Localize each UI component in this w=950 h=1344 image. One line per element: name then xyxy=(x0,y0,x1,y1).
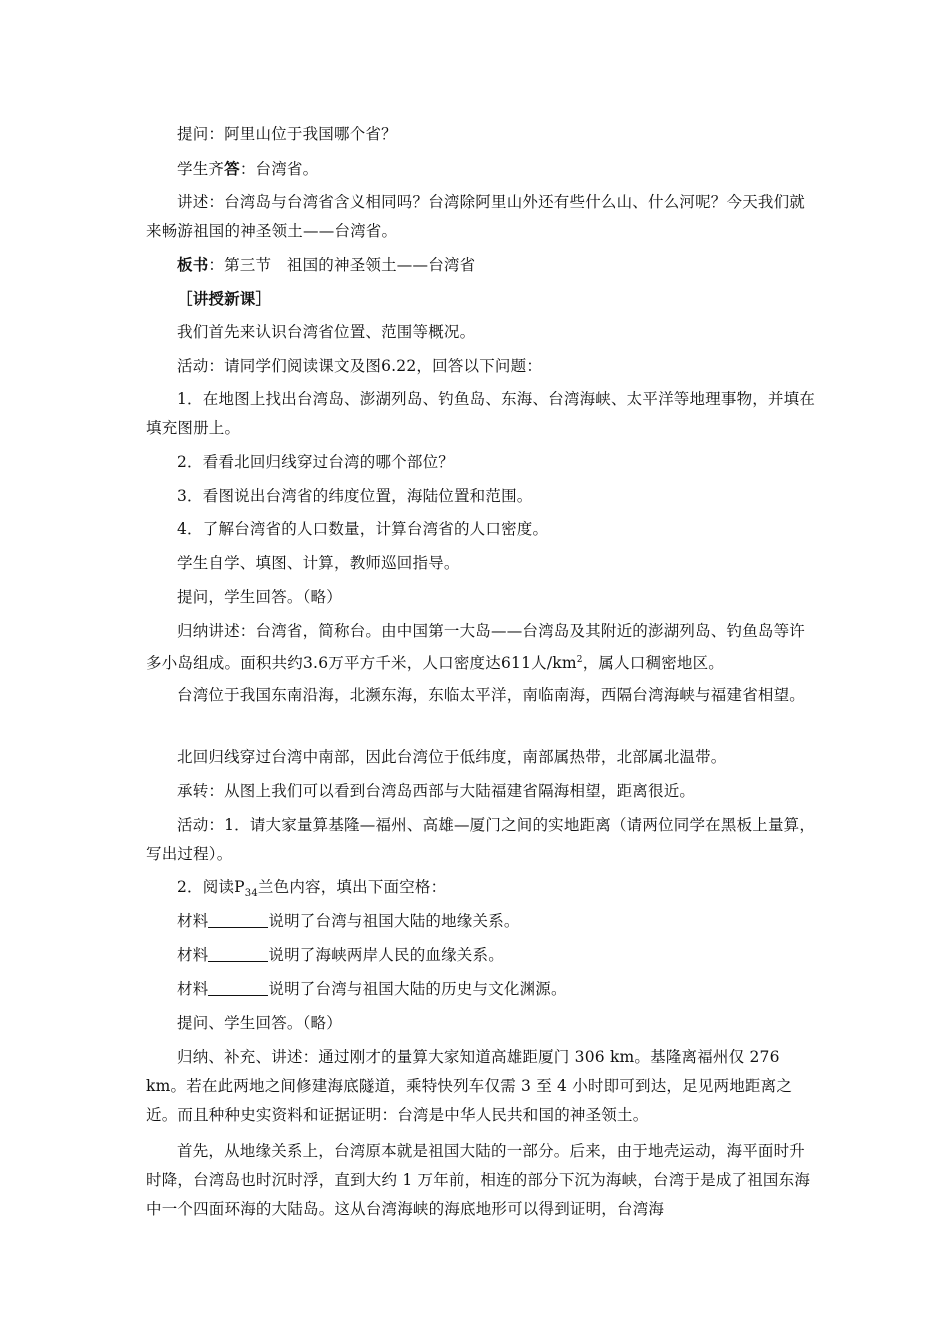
paragraph-reading: 2．阅读$P_{34}$兰色内容，填出下面空格： xyxy=(177,878,447,900)
paragraph-summary: 归纳讲述：台湾省，简称台。由中国第一大岛——台湾岛及其附近的澎湖列岛、钓鱼岛等许多小岛组成。面积共约3.6万平方千米，人口密度达611人$/km^2$，属人口稠密地区。 xyxy=(146,622,806,673)
paragraph-narration: 讲述：台湾岛与台湾省含义相同吗？台湾除阿里山外还有些什么山、什么河呢？今天我们就来畅游祖国的神圣领土——台湾省。 xyxy=(146,193,806,240)
paragraph-question: 提问：阿里山位于我国哪个省？ xyxy=(177,125,397,143)
paragraph-question-answer-2: 提问、学生回答。（略） xyxy=(177,1014,342,1032)
fill-in-item: 材料 说明了海峡两岸人民的血缘关系。 xyxy=(177,946,504,964)
fill-in-item: 材料 说明了台湾与祖国大陆的地缘关系。 xyxy=(177,912,520,930)
answer-blank xyxy=(208,911,268,928)
paragraph-tropic: 北回归线穿过台湾中南部，因此台湾位于低纬度，南部属热带，北部属北温带。 xyxy=(177,748,727,766)
answer-blank xyxy=(208,979,268,996)
fill-in-item: 材料 说明了台湾与祖国大陆的历史与文化渊源。 xyxy=(177,980,567,998)
paragraph-distance-summary: 归纳、补充、讲述：通过刚才的量算大家知道高雄距厦门 306 km。基隆离福州仅 276 km。若在此两地之间修建海底隧道，乘特快列车仅需 3 至 4 小时即可到达，足见两地距离之近。而且种种史实资料和证据证明：台湾是中华人民共和国的神圣领土。 xyxy=(146,1048,793,1124)
paragraph-board-title: 板书：第三节 祖国的神圣领土——台湾省 xyxy=(177,255,476,274)
paragraph-activity-measure: 活动：1．请大家量算基隆—福州、高雄—厦门之间的实地距离（请两位同学在黑板上量算，写出过程）。 xyxy=(146,816,816,863)
list-item: 4．了解台湾省的人口数量，计算台湾省的人口密度。 xyxy=(177,520,549,538)
paragraph-location: 台湾位于我国东南沿海，北濒东海，东临太平洋，南临南海，西隔台湾海峡与福建省相望。 xyxy=(177,686,806,704)
paragraph-student-answer: 学生齐答：台湾省。 xyxy=(177,159,319,178)
paragraph-self-study: 学生自学、填图、计算，教师巡回指导。 xyxy=(177,554,460,572)
section-heading: ［讲授新课］ xyxy=(177,289,272,308)
answer-blank xyxy=(208,945,268,962)
list-item: 1．在地图上找出台湾岛、澎湖列岛、钓鱼岛、东海、台湾海峡、太平洋等地理事物，并填在填充图册上。 xyxy=(146,390,816,437)
paragraph-question-answer: 提问，学生回答。（略） xyxy=(177,588,342,606)
paragraph-intro: 我们首先来认识台湾省位置、范围等概况。 xyxy=(177,323,476,341)
paragraph-transition: 承转：从图上我们可以看到台湾岛西部与大陆福建省隔海相望，距离很近。 xyxy=(177,782,696,800)
list-item: 2．看看北回归线穿过台湾的哪个部位？ xyxy=(177,453,454,471)
paragraph-activity: 活动：请同学们阅读课文及图6.22，回答以下问题： xyxy=(177,357,543,375)
list-item: 3．看图说出台湾省的纬度位置，海陆位置和范围。 xyxy=(177,487,533,505)
paragraph-geography: 首先，从地缘关系上，台湾原本就是祖国大陆的一部分。后来，由于地壳运动，海平面时升时降，台湾岛也时沉时浮，直到大约 1 万年前，相连的部分下沉为海峡，台湾于是成了祖国东海中一个四面环海的大陆岛。这从台湾海峡的海底地形可以得到证明，台湾海 xyxy=(146,1142,811,1218)
